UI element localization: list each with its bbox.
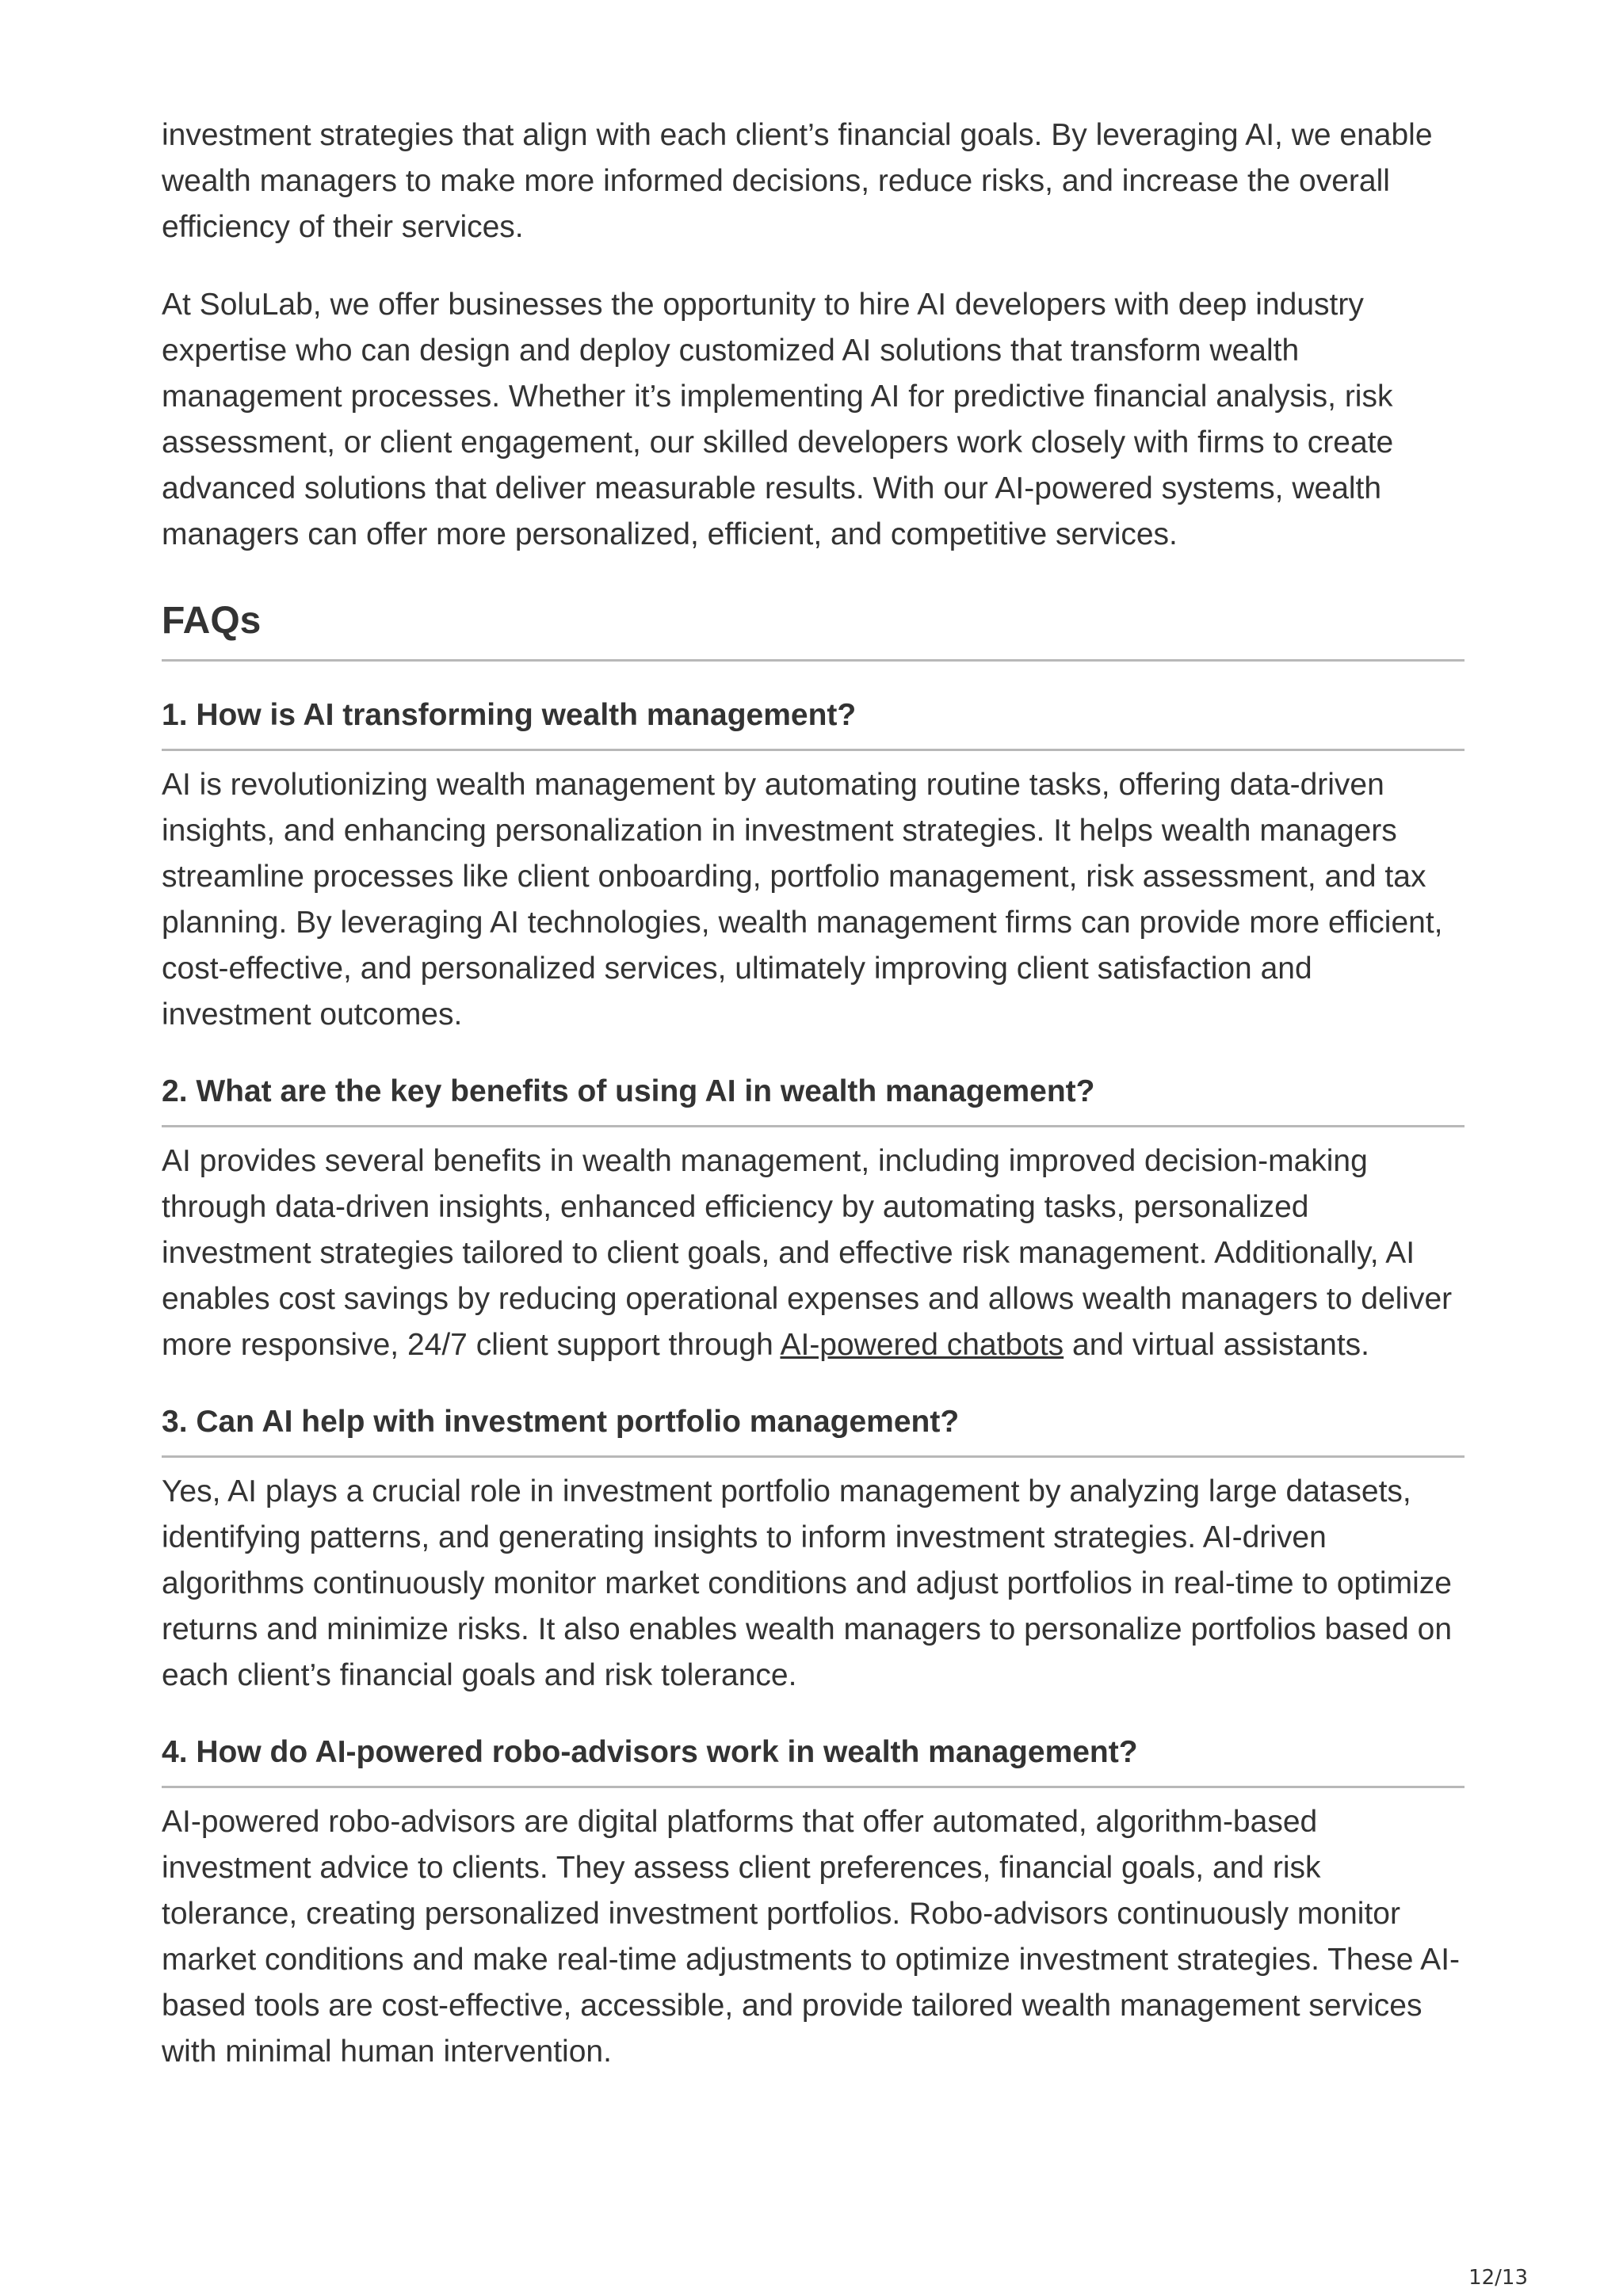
ai-powered-chatbots-link[interactable]: AI-powered chatbots [780, 1328, 1064, 1362]
faq-question-1: 1. How is AI transforming wealth management? [162, 696, 1465, 751]
faq-item-1 [162, 696, 1465, 1038]
faq-question-2: 2. What are the key benefits of using AI in wealth management? [162, 1073, 1465, 1127]
faq-answer-2 [162, 1138, 1465, 1368]
faq-item-3 [162, 1403, 1465, 1699]
faq-answer-4: AI-powered robo-advisors are digital platforms that offer automated, algorithm-based investment advice to clients. They assess client preferences, financial goals, and risk tolerance, creating personalized investment portfolios. Robo-advisors continuously monitor market conditions and make real-time adjustments to optimize investment strategies. These AI-based tools are cost-effective, accessible, and provide tailored wealth management services with minimal human intervention. [162, 1805, 1461, 2069]
faq-question-3: 3. Can AI help with investment portfolio management? [162, 1403, 1465, 1458]
page-number: 12/13 [1468, 2266, 1528, 2290]
faq-answer-3: Yes, AI plays a crucial role in investment portfolio management by analyzing large datasets, identifying patterns, and generating insights to inform investment strategies. AI-driven algorithms continuously monitor market conditions and adjust portfolios in real-time to optimize returns and minimize risks. It also enables wealth managers to personalize portfolios based on each client’s financial goals and risk tolerance. [162, 1474, 1453, 1692]
faq-answer-2-text-before: AI provides several benefits in wealth management, including improved decision-making through data-driven insights, enhanced efficiency by automating tasks, personalized investment strategies tailored to client goals, and effective risk management. Additionally, AI enables cost savings by reducing operational expenses and allows wealth managers to deliver more responsive, 24/7 client support through [162, 1144, 1453, 1362]
faq-answer-1: AI is revolutionizing wealth management by automating routine tasks, offering data-driven insights, and enhancing personalization in investment strategies. It helps wealth managers streamline processes like client onboarding, portfolio management, risk assessment, and tax planning. By leveraging AI technologies, wealth management firms can provide more efficient, cost-effective, and personalized services, ultimately improving client satisfaction and investment outcomes. [162, 768, 1443, 1032]
faq-item-4 [162, 1733, 1465, 2075]
intro-paragraph-2: At SoluLab, we offer businesses the opportunity to hire AI developers with deep industry expertise who can design and deploy customized AI solutions that transform wealth management processes. Whether it’s implementing AI for predictive financial analysis, risk assessment, or client engagement, our skilled developers work closely with firms to create advanced solutions that deliver measurable results. With our AI-powered systems, wealth managers can offer more personalized, efficient, and competitive services. [162, 288, 1394, 551]
faq-item-2 [162, 1073, 1465, 1368]
intro-paragraph-1: investment strategies that align with each client’s financial goals. By leveraging AI, we enable wealth managers to make more informed decisions, reduce risks, and increase the overall efficiency of their services. [162, 118, 1433, 244]
faq-question-4: 4. How do AI-powered robo-advisors work in wealth management? [162, 1733, 1465, 1788]
page-content [162, 113, 1465, 2075]
faqs-heading: FAQs [162, 599, 1465, 662]
faq-answer-2-text-after: and virtual assistants. [1064, 1328, 1370, 1362]
